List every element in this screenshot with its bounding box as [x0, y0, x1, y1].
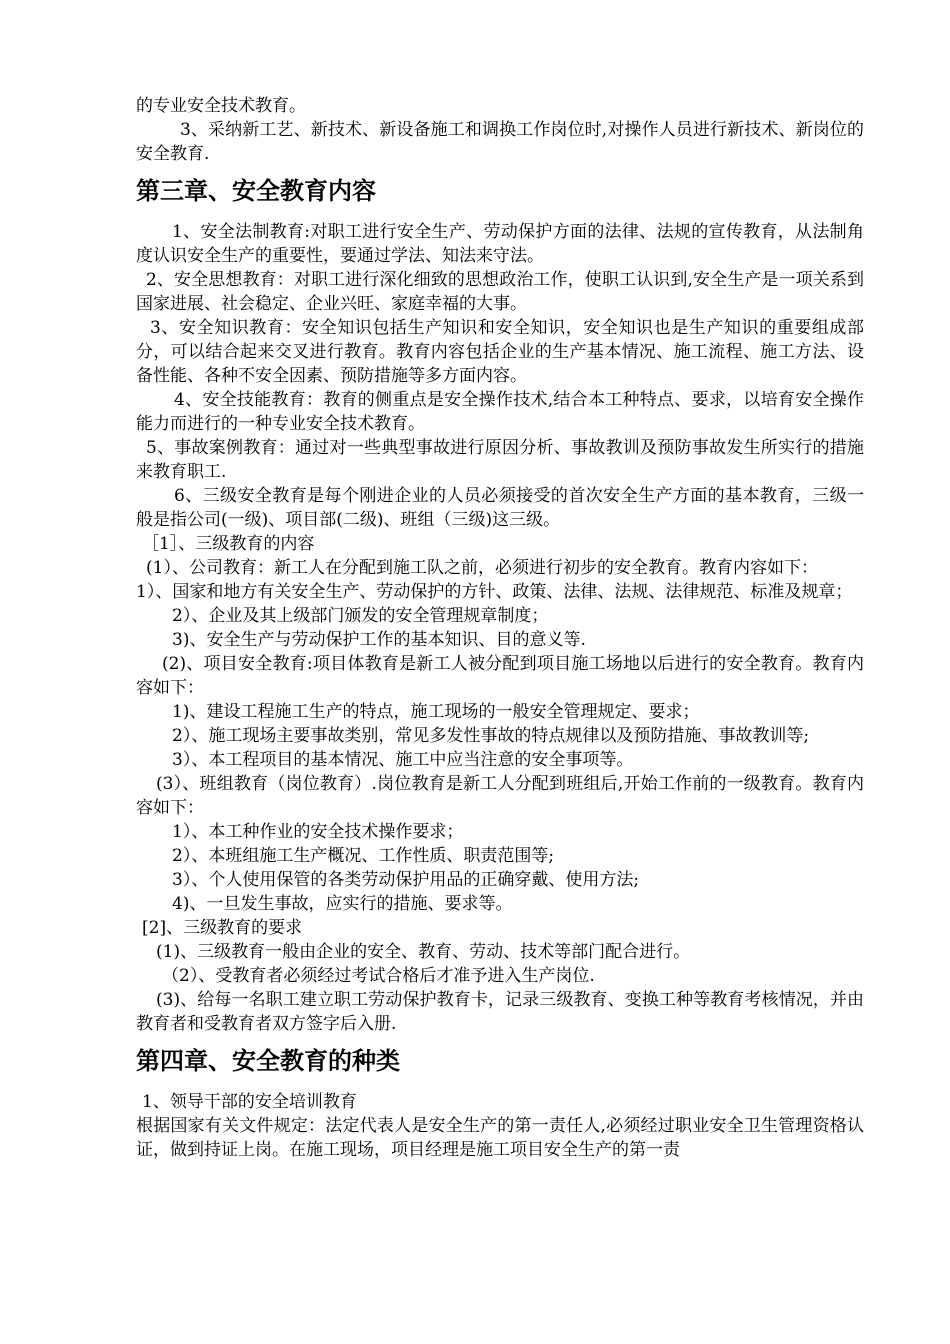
paragraph: (1）、公司教育：新工人在分配到施工队之前，必须进行初步的安全教育。教育内容如下：	[146, 558, 818, 578]
paragraph: 3）、个人使用保管的各类劳动保护用品的正确穿戴、使用方法;	[172, 870, 640, 890]
paragraph: 1)、建设工程施工生产的特点，施工现场的一般安全管理规定、要求；	[172, 702, 700, 722]
intro-paragraphs	[136, 94, 864, 166]
chapter-3-heading: 第三章、安全教育内容	[136, 177, 376, 205]
paragraph: 2）、施工现场主要事故类别，常见多发性事故的特点规律以及预防措施、事故教训等;	[172, 726, 810, 746]
paragraph: 3）、本工程项目的基本情况、施工中应当注意的安全事项等。	[172, 750, 634, 770]
paragraph: 的专业安全技术教育。	[136, 96, 306, 116]
paragraph: 3、采纳新工艺、新技术、新设备施工和调换工作岗位时,对操作人员进行新技术、新岗位的安全教育.	[136, 120, 864, 164]
paragraph: （2）、受教育者必须经过考试合格后才准予进入生产岗位.	[162, 966, 595, 986]
paragraph: ［1］、三级教育的内容	[142, 534, 315, 554]
chapter-3-body	[136, 220, 864, 1036]
document-page	[136, 94, 864, 1162]
paragraph: (3)、给每一名职工建立职工劳动保护教育卡，记录三级教育、变换工种等教育考核情况，并由教育者和受教育者双方签字后入册.	[136, 990, 864, 1034]
paragraph: 根据国家有关文件规定：法定代表人是安全生产的第一责任人,必须经过职业安全卫生管理资格认证，做到持证上岗。在施工现场，项目经理是施工项目安全生产的第一责	[136, 1116, 864, 1160]
chapter-4-body	[136, 1090, 864, 1162]
paragraph: (1)、三级教育一般由企业的安全、教育、劳动、技术等部门配合进行。	[156, 942, 691, 962]
paragraph: 1）、国家和地方有关安全生产、劳动保护的方针、政策、法律、法规、法律规范、标准及规章；	[136, 582, 853, 602]
paragraph: 3)、安全生产与劳动保护工作的基本知识、目的意义等.	[172, 630, 586, 650]
paragraph: 6、三级安全教育是每个刚进企业的人员必须接受的首次安全生产方面的基本教育，三级一般是指公司(一级)、项目部(二级)、班组（三级)这三级。	[136, 486, 864, 530]
paragraph: 3、安全知识教育：安全知识包括生产知识和安全知识，安全知识也是生产知识的重要组成部分，可以结合起来交叉进行教育。教育内容包括企业的生产基本情况、施工流程、施工方法、设备性能、各种不安全因素、预防措施等多方面内容。	[136, 318, 864, 386]
paragraph: 5、事故案例教育：通过对一些典型事故进行原因分析、事故教训及预防事故发生所实行的措施来教育职工.	[136, 438, 864, 482]
paragraph: (3）、班组教育（岗位教育）.岗位教育是新工人分配到班组后,开始工作前的一级教育。教育内容如下：	[136, 774, 864, 818]
paragraph: [2]、三级教育的要求	[142, 918, 303, 938]
paragraph: 2）、本班组施工生产概况、工作性质、职责范围等;	[172, 846, 555, 866]
paragraph: (2)、项目安全教育:项目体教育是新工人被分配到项目施工场地以后进行的安全教育。教育内容如下：	[136, 654, 864, 698]
paragraph: 4)、一旦发生事故，应实行的措施、要求等。	[172, 894, 513, 914]
paragraph: 1、安全法制教育:对职工进行安全生产、劳动保护方面的法律、法规的宣传教育，从法制角度认识安全生产的重要性，要通过学法、知法来守法。	[136, 222, 864, 266]
paragraph: 1）、本工种作业的安全技术操作要求；	[172, 822, 464, 842]
paragraph: 1、领导干部的安全培训教育	[142, 1092, 357, 1112]
paragraph: 2、安全思想教育：对职工进行深化细致的思想政治工作，使职工认识到,安全生产是一项关系到国家进展、社会稳定、企业兴旺、家庭幸福的大事。	[136, 270, 864, 314]
paragraph: 4、安全技能教育：教育的侧重点是安全操作技术,结合本工种特点、要求，以培育安全操作能力而进行的一种专业安全技术教育。	[136, 390, 864, 434]
chapter-4-heading: 第四章、安全教育的种类	[136, 1047, 400, 1075]
paragraph: 2）、企业及其上级部门颁发的安全管理规章制度；	[172, 606, 549, 626]
